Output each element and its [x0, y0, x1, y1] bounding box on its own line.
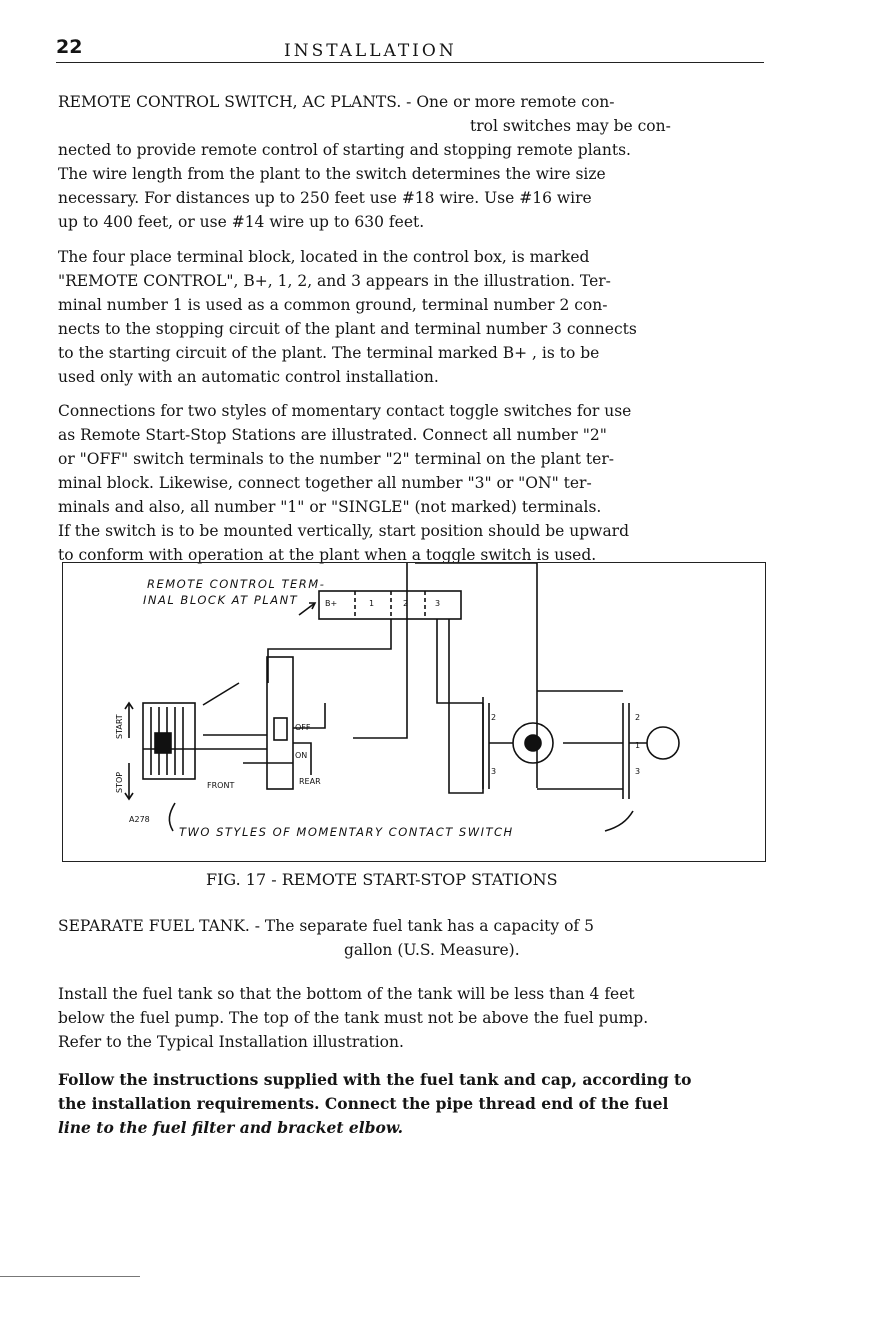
toggle-switch-plate: [267, 657, 293, 789]
toggle-switch-round-2: [647, 727, 679, 759]
wiring-diagram-drawing: [63, 563, 767, 863]
rear-label: REAR: [299, 777, 321, 786]
wire-terminal-3: [449, 619, 483, 793]
terminal-label-1: 1: [369, 599, 375, 608]
text-line: nects to the stopping circuit of the plant and terminal number 3 connects: [58, 320, 637, 338]
middle-switch-terminal-3: 3: [491, 767, 497, 776]
start-label: START: [115, 714, 124, 739]
paragraph-follow-instructions: [58, 1068, 776, 1140]
terminal-label-bplus: B+: [325, 599, 338, 608]
text-line: nected to provide remote control of starting and stopping remote plants.: [58, 141, 631, 159]
text-line: or "OFF" switch terminals to the number "2" terminal on the plant ter-: [58, 450, 614, 468]
paragraph-install-tank: [58, 982, 776, 1054]
text-line: SEPARATE FUEL TANK. - The separate fuel tank has a capacity of 5: [58, 917, 594, 935]
text-line: If the switch is to be mounted vertically, start position should be upward: [58, 522, 630, 540]
page-number: 22: [56, 36, 83, 58]
front-label: FRONT: [207, 781, 235, 790]
wire-terminal-1: [268, 619, 391, 683]
figure-code: A278: [129, 815, 150, 824]
text-line: The four place terminal block, located in the control box, is marked: [58, 248, 590, 266]
figure-caption: FIG. 17 - REMOTE START-STOP STATIONS: [206, 870, 558, 889]
right-switch-terminal-3: 3: [635, 767, 641, 776]
off-label: OFF: [295, 723, 311, 732]
wire-terminal-2: [353, 563, 407, 738]
text-line: line to the fuel filter and bracket elbow.: [58, 1118, 404, 1137]
stop-label: STOP: [115, 771, 124, 793]
figure-label-terminal-line2: INAL BLOCK AT PLANT: [143, 593, 299, 607]
text-line: to conform with operation at the plant when a toggle switch is used.: [58, 546, 597, 564]
text-line: as Remote Start-Stop Stations are illustrated. Connect all number "2": [58, 426, 607, 444]
page-header: [56, 36, 764, 63]
paragraph-connections: [58, 399, 776, 567]
text-line: minals and also, all number "1" or "SINGLE" (not marked) terminals.: [58, 498, 602, 516]
text-line: below the fuel pump. The top of the tank must not be above the fuel pump.: [58, 1009, 649, 1027]
text-line: Follow the instructions supplied with the fuel tank and cap, according to: [58, 1070, 692, 1089]
text-line: up to 400 feet, or use #14 wire up to 630 feet.: [58, 213, 425, 231]
right-switch-terminal-2: 2: [635, 713, 641, 722]
text-line: The wire length from the plant to the switch determines the wire size: [58, 165, 606, 183]
text-line: REMOTE CONTROL SWITCH, AC PLANTS. - One or more remote con-: [58, 93, 615, 111]
on-label: ON: [295, 751, 308, 760]
terminal-label-2: 2: [403, 599, 409, 608]
middle-switch-terminal-2: 2: [491, 713, 497, 722]
text-line: used only with an automatic control installation.: [58, 368, 439, 386]
paragraph-terminal-block: [58, 245, 776, 389]
paragraph-remote-control: [58, 90, 776, 234]
text-line: minal number 1 is used as a common ground, terminal number 2 con-: [58, 296, 608, 314]
text-line: "REMOTE CONTROL", B+, 1, 2, and 3 appears in the illustration. Ter-: [58, 272, 611, 290]
wire-terminal-2b: [415, 563, 537, 788]
figure-label-terminal-line1: REMOTE CONTROL TERM-: [147, 577, 326, 591]
wire-terminal-3b: [437, 619, 483, 703]
text-line: the installation requirements. Connect the pipe thread end of the fuel: [58, 1094, 669, 1113]
text-line: Install the fuel tank so that the bottom of the tank will be less than 4 feet: [58, 985, 635, 1003]
text-line: necessary. For distances up to 250 feet use #18 wire. Use #16 wire: [58, 189, 592, 207]
text-line: trol switches may be con-: [470, 117, 671, 135]
text-line: Refer to the Typical Installation illustration.: [58, 1033, 404, 1051]
figure-label-switch-styles: TWO STYLES OF MOMENTARY CONTACT SWITCH: [179, 825, 514, 839]
wiring-diagram: [62, 562, 766, 862]
terminal-label-3: 3: [435, 599, 441, 608]
paragraph-fuel-tank: [58, 914, 776, 962]
page-bottom-rule: [0, 1276, 140, 1277]
text-line: to the starting circuit of the plant. The terminal marked B+ , is to be: [58, 344, 600, 362]
text-line: minal block. Likewise, connect together all number "3" or "ON" ter-: [58, 474, 592, 492]
running-head: INSTALLATION: [284, 41, 457, 61]
text-line: gallon (U.S. Measure).: [344, 941, 520, 959]
right-switch-terminal-1: 1: [635, 741, 641, 750]
text-line: Connections for two styles of momentary contact toggle switches for use: [58, 402, 632, 420]
